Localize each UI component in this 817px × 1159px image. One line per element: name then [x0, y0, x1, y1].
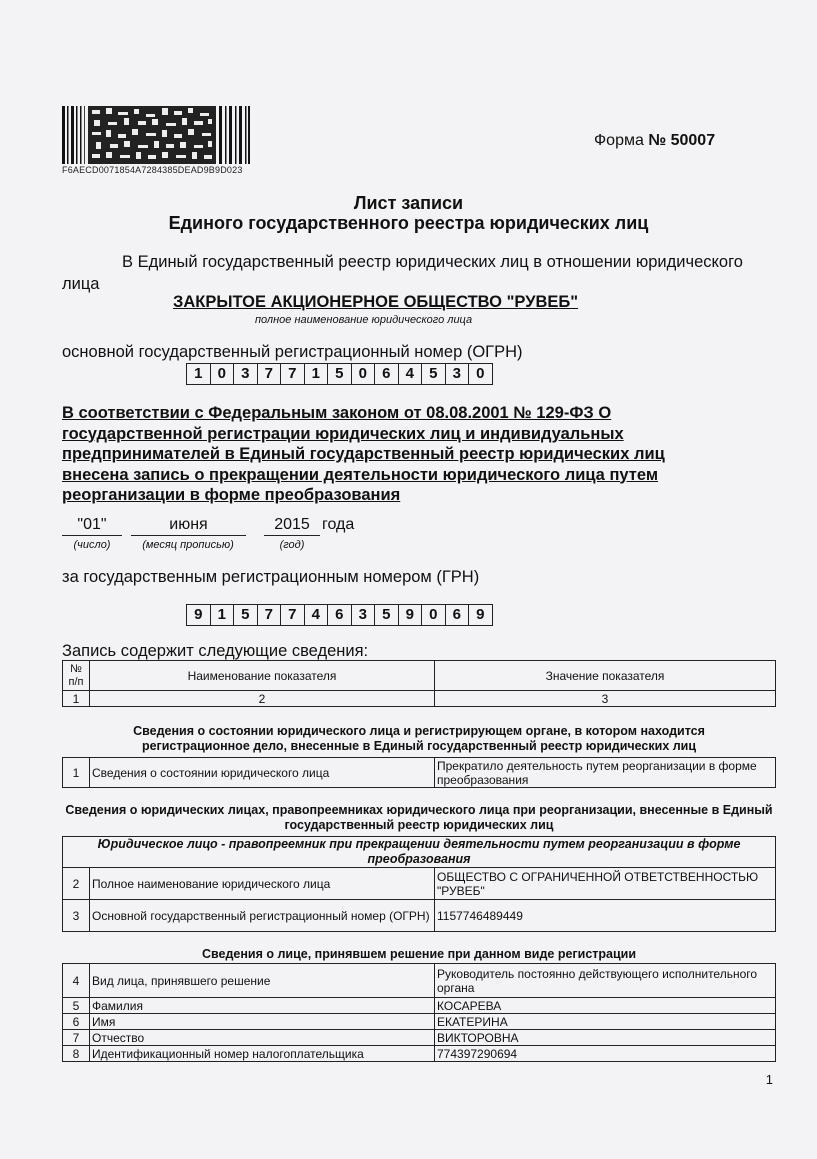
row-name: Сведения о состоянии юридического лица	[90, 758, 435, 788]
document-subtitle: Единого государственного реестра юридических лиц	[168, 213, 649, 233]
document-title: Лист записи	[353, 193, 464, 213]
grn-digit: 7	[258, 605, 282, 625]
table-row	[63, 868, 776, 900]
grn-digit: 6	[328, 605, 352, 625]
ogrn-digit: 5	[328, 364, 352, 384]
row-value: 774397290694	[435, 1046, 776, 1062]
grn-digit: 7	[281, 605, 305, 625]
grn-digit: 3	[352, 605, 376, 625]
barcode-image	[62, 106, 250, 164]
section3-table	[62, 963, 776, 1062]
row-name: Основной государственный регистрационный номер (ОГРН)	[90, 900, 435, 932]
row-name: Имя	[90, 1014, 435, 1030]
row-number: 5	[63, 998, 90, 1014]
row-name: Полное наименование юридического лица	[90, 868, 435, 900]
ogrn-digit: 3	[446, 364, 470, 384]
ogrn-digit: 0	[352, 364, 376, 384]
page-number: 1	[765, 1072, 773, 1087]
row-number: 2	[63, 868, 90, 900]
row-value: ОБЩЕСТВО С ОГРАНИЧЕННОЙ ОТВЕТСТВЕННОСТЬЮ "РУВЕБ"	[435, 868, 776, 900]
section3-title: Сведения о лице, принявшем решение при данном виде регистрации	[201, 947, 637, 961]
section1-title: Сведения о состоянии юридического лица и регистрирующем органе, в котором находится регистрационное дело, внесенные в Единый государственный реестр юридических лиц	[133, 724, 705, 753]
row-name: Отчество	[90, 1030, 435, 1046]
barcode-code: F6AECD0071854A7284385DEAD9B9D023	[62, 165, 243, 175]
law-line: реорганизации в форме преобразования	[62, 486, 401, 504]
grn-digit: 1	[211, 605, 235, 625]
header-value-col: Значение показателя	[435, 661, 776, 691]
organization-name: ЗАКРЫТОЕ АКЦИОНЕРНОЕ ОБЩЕСТВО "РУВЕБ"	[173, 293, 579, 311]
table-row	[63, 1030, 776, 1046]
date-month-caption: (месяц прописью)	[142, 539, 234, 551]
organization-caption: полное наименование юридического лица	[255, 314, 473, 326]
law-line: государственной регистрации юридических лиц и индивидуальных	[62, 424, 624, 443]
row-number: 8	[63, 1046, 90, 1062]
ogrn-digit: 6	[375, 364, 399, 384]
grn-label: за государственным регистрационным номером (ГРН)	[62, 568, 480, 586]
table-row	[63, 758, 776, 788]
row-number: 1	[63, 758, 90, 788]
grn-digit: 9	[187, 605, 211, 625]
ogrn-digit: 7	[258, 364, 282, 384]
section2-table	[62, 836, 776, 932]
header-num-col: № п/п	[63, 661, 90, 691]
table-row	[63, 998, 776, 1014]
ogrn-digit: 5	[422, 364, 446, 384]
grn-digit: 0	[422, 605, 446, 625]
intro-text-line1: В Единый государственный реестр юридических лиц в отношении юридического	[122, 253, 743, 271]
section1-table	[62, 757, 776, 788]
row-name: Фамилия	[90, 998, 435, 1014]
date-suffix: года	[322, 516, 355, 533]
ogrn-digit: 0	[211, 364, 235, 384]
table-row	[63, 900, 776, 932]
grn-digit: 4	[305, 605, 329, 625]
grn-digit: 5	[375, 605, 399, 625]
ogrn-label: основной государственный регистрационный номер (ОГРН)	[62, 343, 523, 361]
ogrn-digits	[186, 363, 493, 385]
row-number: 4	[63, 964, 90, 998]
ogrn-digit: 4	[399, 364, 423, 384]
row-name: Идентификационный номер налогоплательщика	[90, 1046, 435, 1062]
law-line: В соответствии с Федеральным законом от 08.08.2001 № 129-ФЗ О	[62, 404, 612, 422]
law-line: предпринимателей в Единый государственный реестр юридических лиц	[62, 445, 665, 463]
row-value: Прекратило деятельность путем реорганизации в форме преобразования	[435, 758, 776, 788]
header-index: 3	[435, 691, 776, 707]
date-day: "01"	[62, 516, 122, 536]
table-row	[63, 1014, 776, 1030]
date-year-caption: (год)	[279, 539, 305, 551]
table-row	[63, 964, 776, 998]
row-value: КОСАРЕВА	[435, 998, 776, 1014]
header-index: 1	[63, 691, 90, 707]
ogrn-digit: 0	[476, 365, 485, 382]
intro-text-line2: лица	[62, 275, 100, 293]
grn-digit: 6	[446, 605, 470, 625]
row-number: 3	[63, 900, 90, 932]
ogrn-digit: 1	[305, 364, 329, 384]
row-number: 7	[63, 1030, 90, 1046]
grn-digit: 9	[476, 606, 485, 623]
ogrn-digit: 7	[281, 364, 305, 384]
grn-digits	[186, 604, 493, 626]
law-statement	[62, 403, 722, 506]
header-index: 2	[90, 691, 435, 707]
header-name-col: Наименование показателя	[90, 661, 435, 691]
records-label: Запись содержит следующие сведения:	[62, 642, 369, 660]
ogrn-digit: 1	[187, 364, 211, 384]
form-number: Форма № 50007	[594, 132, 716, 149]
row-number: 6	[63, 1014, 90, 1030]
law-line: внесена запись о прекращении деятельности юридического лица путем	[62, 465, 659, 484]
row-value: ВИКТОРОВНА	[435, 1030, 776, 1046]
table-row	[63, 1046, 776, 1062]
date-day-caption: (число)	[73, 539, 111, 551]
section2-subheader: Юридическое лицо - правопреемник при прекращении деятельности путем реорганизации в форме преобразования	[63, 837, 776, 868]
row-value: 1157746489449	[435, 900, 776, 932]
grn-digit: 5	[234, 605, 258, 625]
ogrn-digit: 3	[234, 364, 258, 384]
date-month: июня	[131, 516, 246, 536]
grn-digit: 9	[399, 605, 423, 625]
row-name: Вид лица, принявшего решение	[90, 964, 435, 998]
row-value: ЕКАТЕРИНА	[435, 1014, 776, 1030]
section2-title: Сведения о юридических лицах, правопреемниках юридического лица при реорганизации, внесенные в Единый государственный реестр юридических лиц	[65, 803, 773, 832]
date-year: 2015	[264, 516, 320, 536]
header-table	[62, 660, 776, 707]
row-value: Руководитель постоянно действующего исполнительного органа	[435, 964, 776, 998]
